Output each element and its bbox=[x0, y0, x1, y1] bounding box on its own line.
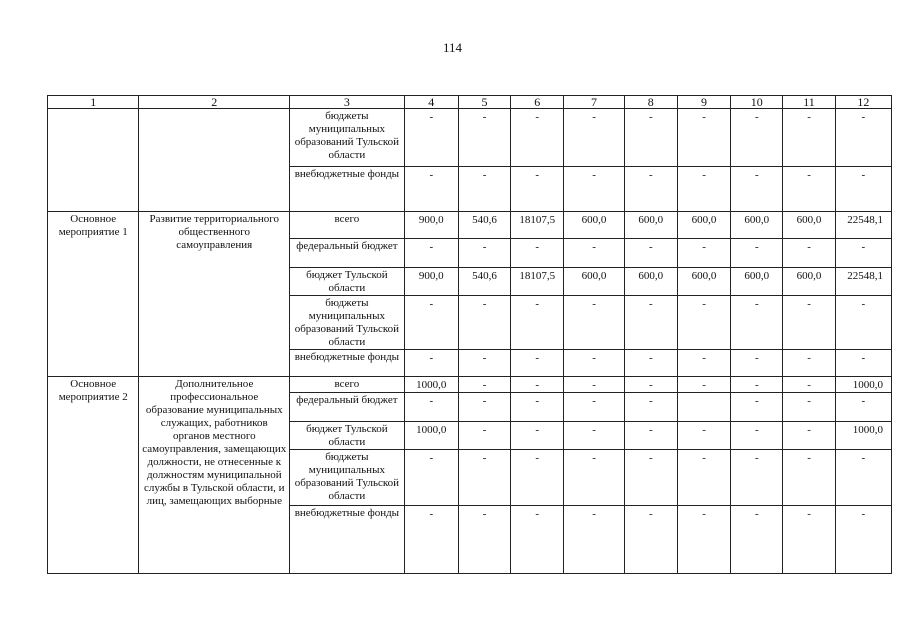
funding-source-cell: всего bbox=[290, 377, 405, 393]
value-cell: - bbox=[511, 450, 564, 506]
value-cell: - bbox=[624, 109, 677, 167]
value-cell: - bbox=[731, 239, 783, 268]
value-cell: - bbox=[783, 450, 835, 506]
funding-source-cell: бюджет Тульской области bbox=[290, 422, 405, 450]
value-cell: - bbox=[783, 422, 835, 450]
value-cell: - bbox=[783, 167, 835, 212]
header-cell: 12 bbox=[835, 96, 891, 109]
value-cell: - bbox=[731, 350, 783, 377]
value-cell: - bbox=[511, 239, 564, 268]
value-cell: - bbox=[624, 506, 677, 574]
value-cell: - bbox=[564, 239, 624, 268]
value-cell: - bbox=[677, 422, 730, 450]
value-cell: - bbox=[731, 422, 783, 450]
value-cell: - bbox=[783, 239, 835, 268]
value-cell: - bbox=[564, 296, 624, 350]
value-cell: - bbox=[404, 296, 458, 350]
value-cell: - bbox=[458, 239, 510, 268]
value-cell: - bbox=[458, 506, 510, 574]
event-name-cell bbox=[48, 109, 139, 212]
funding-source-cell: бюджеты муниципальных образований Тульской области bbox=[290, 109, 405, 167]
value-cell: - bbox=[677, 350, 730, 377]
page-number: 114 bbox=[442, 40, 463, 55]
value-cell: - bbox=[835, 109, 891, 167]
value-cell: 600,0 bbox=[564, 268, 624, 296]
value-cell: - bbox=[458, 377, 510, 393]
value-cell: - bbox=[511, 422, 564, 450]
funding-source-cell: бюджет Тульской области bbox=[290, 268, 405, 296]
value-cell: 600,0 bbox=[731, 212, 783, 239]
value-cell: - bbox=[677, 506, 730, 574]
value-cell: 1000,0 bbox=[404, 377, 458, 393]
header-cell: 9 bbox=[677, 96, 730, 109]
value-cell: - bbox=[564, 450, 624, 506]
value-cell: - bbox=[511, 506, 564, 574]
funding-source-cell: федеральный бюджет bbox=[290, 393, 405, 422]
funding-source-cell: внебюджетные фонды bbox=[290, 350, 405, 377]
header-cell: 11 bbox=[783, 96, 835, 109]
value-cell: - bbox=[783, 296, 835, 350]
value-cell: - bbox=[731, 393, 783, 422]
header-cell: 2 bbox=[139, 96, 290, 109]
value-cell: - bbox=[783, 109, 835, 167]
value-cell: 1000,0 bbox=[835, 377, 891, 393]
funding-source-cell: бюджеты муниципальных образований Тульской области bbox=[290, 450, 405, 506]
value-cell: 600,0 bbox=[564, 212, 624, 239]
value-cell: - bbox=[624, 450, 677, 506]
value-cell: - bbox=[677, 377, 730, 393]
value-cell: - bbox=[404, 109, 458, 167]
value-cell: - bbox=[783, 506, 835, 574]
value-cell: - bbox=[624, 296, 677, 350]
table-row bbox=[48, 377, 892, 393]
value-cell: - bbox=[564, 350, 624, 377]
value-cell: 600,0 bbox=[783, 212, 835, 239]
event-name-cell: Основное мероприятие 2 bbox=[48, 377, 139, 574]
value-cell: - bbox=[564, 167, 624, 212]
value-cell: - bbox=[564, 109, 624, 167]
value-cell: - bbox=[511, 296, 564, 350]
header-row bbox=[48, 96, 892, 109]
value-cell: 22548,1 bbox=[835, 268, 891, 296]
value-cell: - bbox=[511, 109, 564, 167]
value-cell: - bbox=[677, 450, 730, 506]
value-cell: - bbox=[511, 350, 564, 377]
funding-source-cell: внебюджетные фонды bbox=[290, 167, 405, 212]
value-cell: - bbox=[511, 167, 564, 212]
value-cell: - bbox=[404, 393, 458, 422]
value-cell: - bbox=[564, 377, 624, 393]
value-cell: - bbox=[731, 296, 783, 350]
event-name-cell: Основное мероприятие 1 bbox=[48, 212, 139, 377]
value-cell: - bbox=[511, 377, 564, 393]
event-title-cell: Развитие территориального общественного самоуправления bbox=[139, 212, 290, 377]
table-row bbox=[48, 212, 892, 239]
value-cell: - bbox=[731, 377, 783, 393]
funding-source-cell: федеральный бюджет bbox=[290, 239, 405, 268]
value-cell: 600,0 bbox=[624, 268, 677, 296]
header-cell: 7 bbox=[564, 96, 624, 109]
value-cell: 18107,5 bbox=[511, 212, 564, 239]
value-cell: - bbox=[677, 167, 730, 212]
header-cell: 3 bbox=[290, 96, 405, 109]
value-cell: - bbox=[677, 296, 730, 350]
header-cell: 1 bbox=[48, 96, 139, 109]
value-cell: 18107,5 bbox=[511, 268, 564, 296]
value-cell: 600,0 bbox=[624, 212, 677, 239]
value-cell: - bbox=[783, 377, 835, 393]
value-cell: - bbox=[404, 350, 458, 377]
value-cell: - bbox=[404, 167, 458, 212]
header-cell: 8 bbox=[624, 96, 677, 109]
value-cell: - bbox=[731, 167, 783, 212]
value-cell: - bbox=[458, 109, 510, 167]
value-cell: - bbox=[458, 167, 510, 212]
value-cell: - bbox=[511, 393, 564, 422]
header-cell: 5 bbox=[458, 96, 510, 109]
value-cell bbox=[677, 393, 730, 422]
value-cell: - bbox=[458, 393, 510, 422]
value-cell: - bbox=[835, 167, 891, 212]
header-cell: 4 bbox=[404, 96, 458, 109]
value-cell: - bbox=[835, 506, 891, 574]
value-cell: - bbox=[564, 506, 624, 574]
budget-table bbox=[47, 95, 892, 574]
value-cell: - bbox=[624, 393, 677, 422]
value-cell: - bbox=[404, 450, 458, 506]
value-cell: 600,0 bbox=[677, 268, 730, 296]
value-cell: 1000,0 bbox=[835, 422, 891, 450]
value-cell: - bbox=[458, 422, 510, 450]
value-cell: 600,0 bbox=[731, 268, 783, 296]
value-cell: - bbox=[835, 239, 891, 268]
value-cell: - bbox=[458, 450, 510, 506]
value-cell: 600,0 bbox=[783, 268, 835, 296]
value-cell: - bbox=[731, 109, 783, 167]
table-row bbox=[48, 109, 892, 167]
value-cell: 540,6 bbox=[458, 212, 510, 239]
value-cell: - bbox=[624, 167, 677, 212]
value-cell: - bbox=[731, 450, 783, 506]
value-cell: - bbox=[835, 393, 891, 422]
value-cell: - bbox=[404, 506, 458, 574]
value-cell: 600,0 bbox=[677, 212, 730, 239]
header-cell: 10 bbox=[731, 96, 783, 109]
value-cell: - bbox=[404, 239, 458, 268]
funding-source-cell: внебюджетные фонды bbox=[290, 506, 405, 574]
value-cell: - bbox=[458, 296, 510, 350]
value-cell: - bbox=[783, 393, 835, 422]
value-cell: - bbox=[624, 350, 677, 377]
value-cell: - bbox=[783, 350, 835, 377]
value-cell: - bbox=[458, 350, 510, 377]
value-cell: 22548,1 bbox=[835, 212, 891, 239]
value-cell: - bbox=[677, 109, 730, 167]
value-cell: - bbox=[835, 450, 891, 506]
value-cell: 540,6 bbox=[458, 268, 510, 296]
value-cell: - bbox=[624, 377, 677, 393]
value-cell: 1000,0 bbox=[404, 422, 458, 450]
value-cell: - bbox=[564, 422, 624, 450]
funding-source-cell: бюджеты муниципальных образований Тульской области bbox=[290, 296, 405, 350]
value-cell: - bbox=[835, 296, 891, 350]
value-cell: - bbox=[677, 239, 730, 268]
value-cell: 900,0 bbox=[404, 212, 458, 239]
event-title-cell bbox=[139, 109, 290, 212]
event-title-cell: Дополнительное профессиональное образование муниципальных служащих, работников органов местного самоуправления, замещающих должности, не отнесенные к должностям муниципальной службы в Тульской области, и лиц, замещающих выборные bbox=[139, 377, 290, 574]
value-cell: - bbox=[835, 350, 891, 377]
header-cell: 6 bbox=[511, 96, 564, 109]
value-cell: - bbox=[731, 506, 783, 574]
value-cell: 900,0 bbox=[404, 268, 458, 296]
funding-source-cell: всего bbox=[290, 212, 405, 239]
value-cell: - bbox=[564, 393, 624, 422]
value-cell: - bbox=[624, 239, 677, 268]
value-cell: - bbox=[624, 422, 677, 450]
